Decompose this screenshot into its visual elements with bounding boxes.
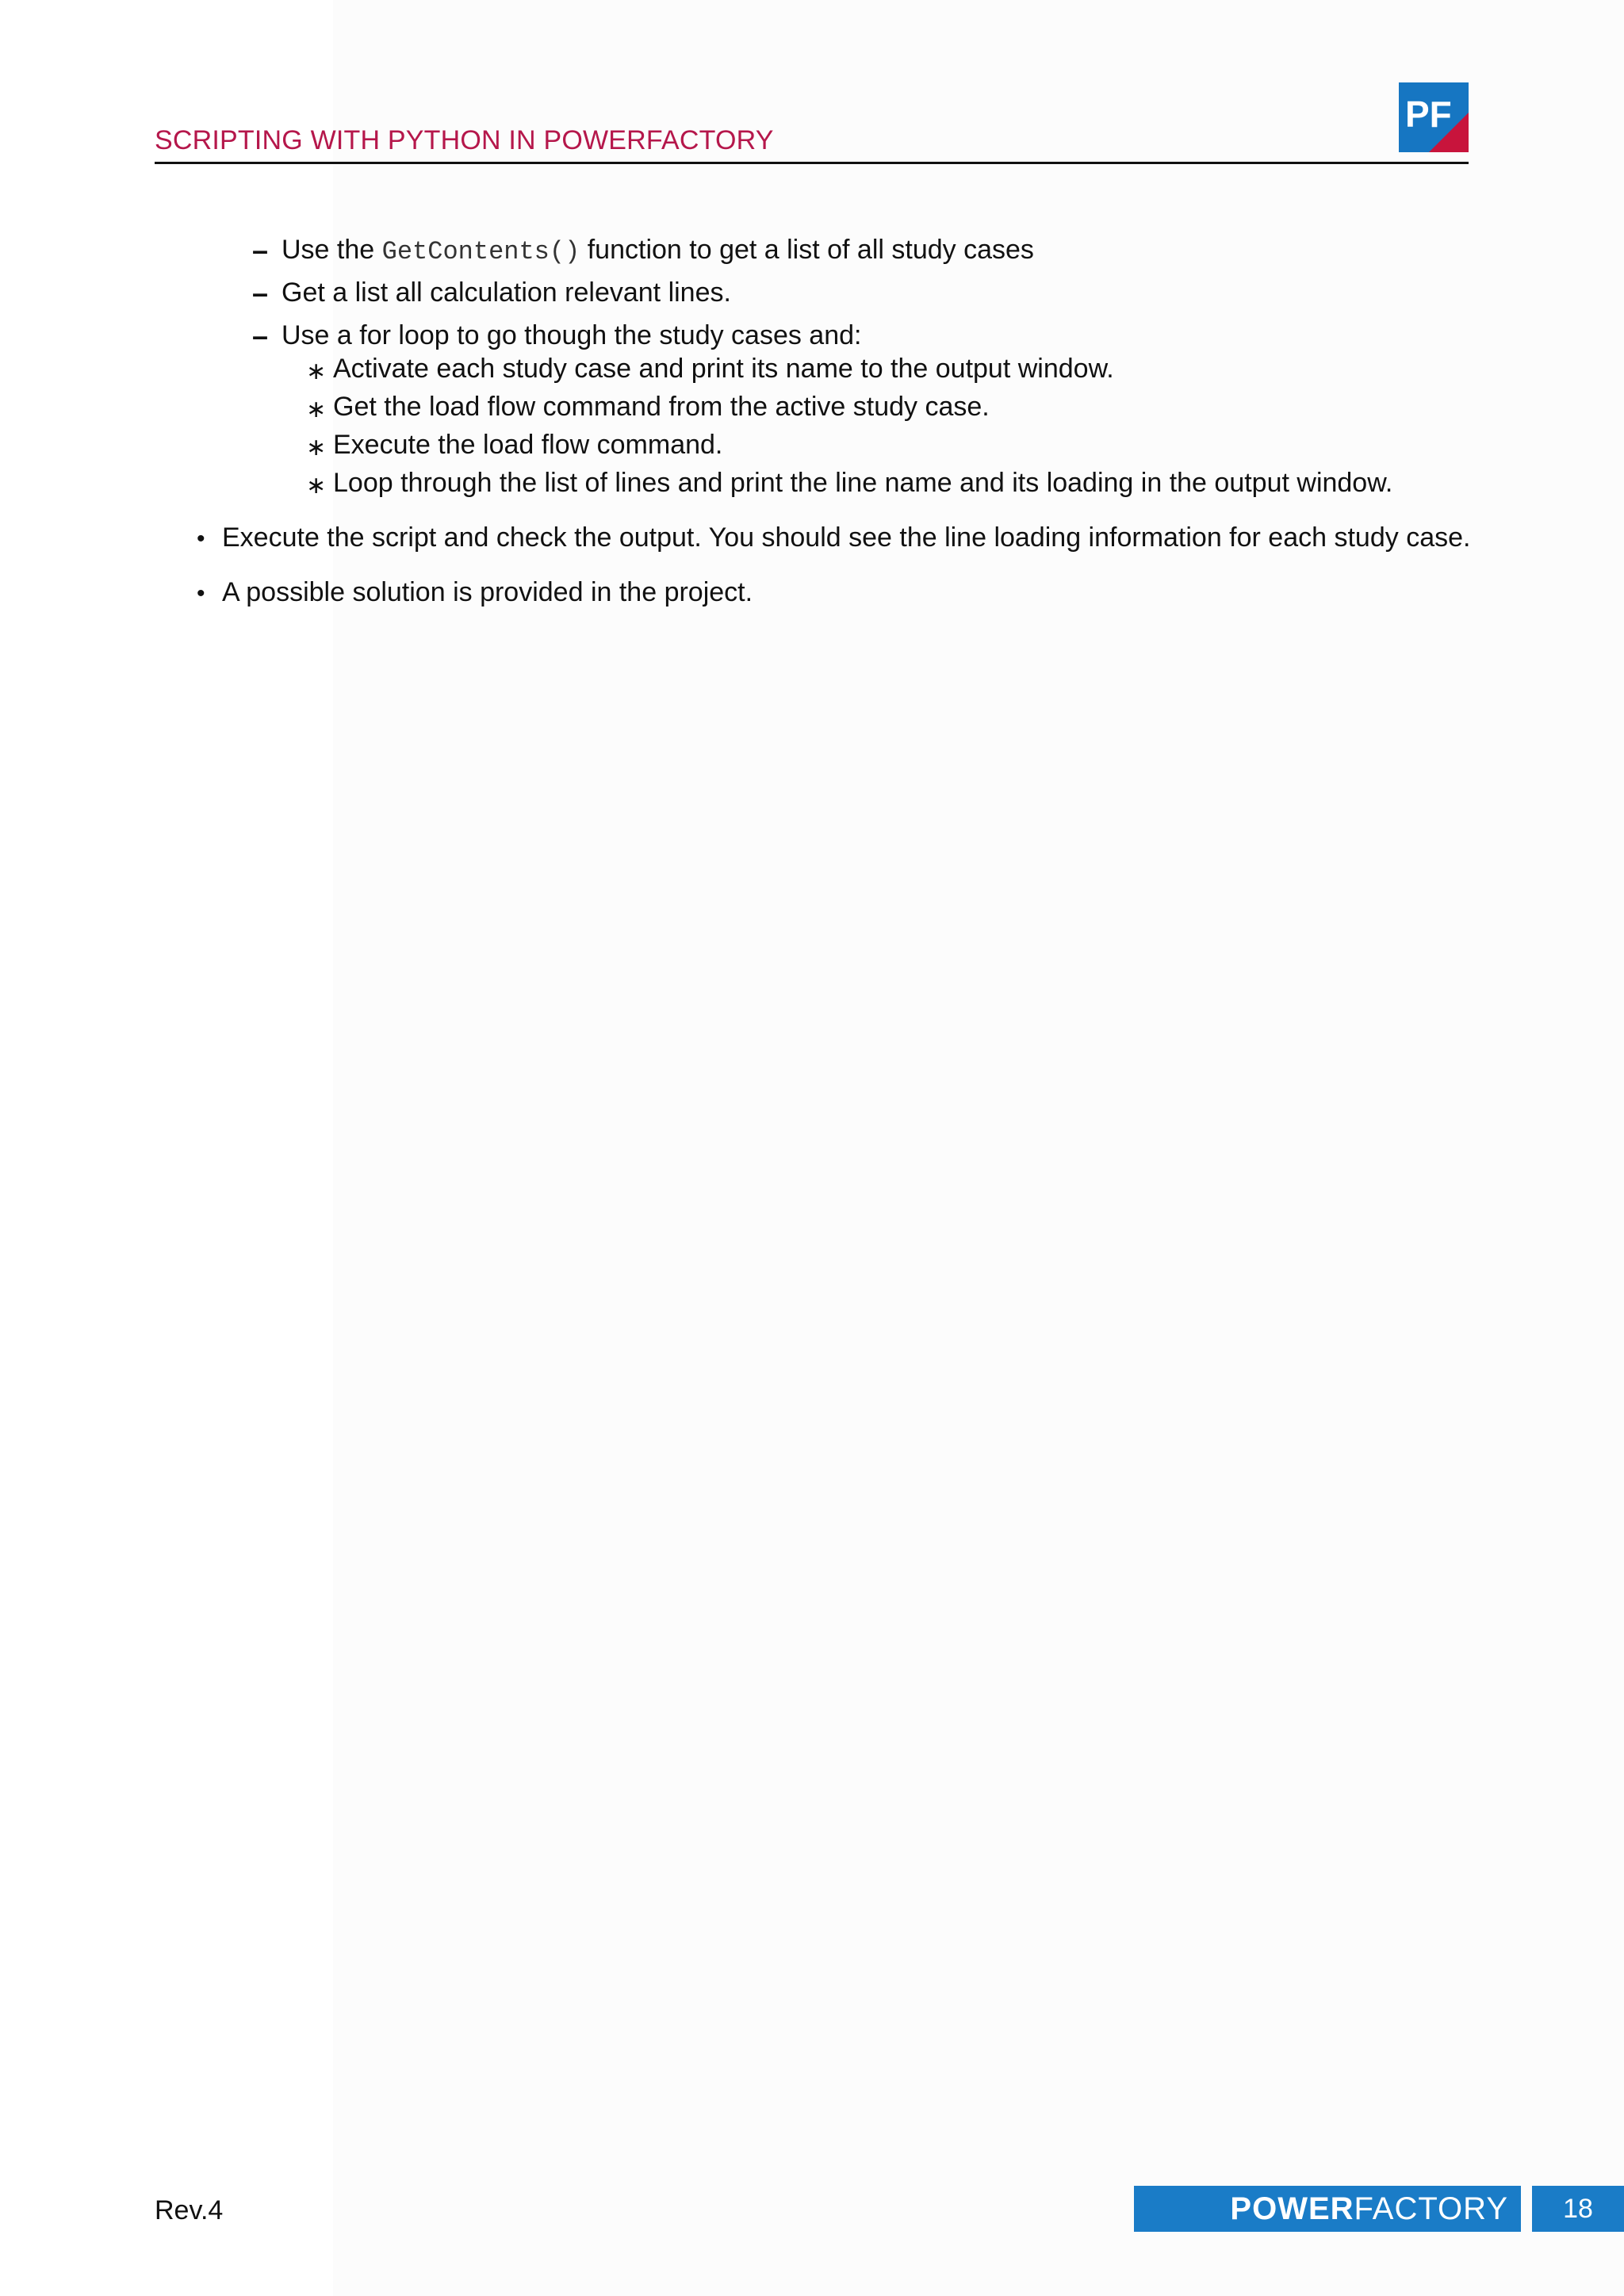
brand-bold-text: POWER <box>1230 2191 1354 2226</box>
dash-marker: – <box>252 320 269 352</box>
header-rule <box>155 162 1469 164</box>
pf-logo-icon <box>1399 82 1469 152</box>
dash-marker: – <box>252 277 269 309</box>
bullet-item: A possible solution is provided in the project. <box>222 577 753 607</box>
page-number: 18 <box>1532 2186 1624 2232</box>
nested-list-item: Activate each study case and print its name to the output window. <box>333 354 1114 384</box>
revision-label: Rev.4 <box>155 2195 224 2225</box>
bullet-marker: • <box>197 526 205 552</box>
list-item-text: function to get a list of all study cases <box>587 235 1034 265</box>
svg-text:PF: PF <box>1405 94 1452 135</box>
star-marker: ∗ <box>306 434 327 461</box>
star-marker: ∗ <box>306 473 327 499</box>
header-title: SCRIPTING WITH PYTHON IN POWERFACTORY <box>155 125 774 155</box>
dash-marker: – <box>252 234 269 266</box>
nested-list-item: Loop through the list of lines and print the line name and its loading in the output window. <box>333 468 1393 498</box>
bullet-marker: • <box>197 580 205 607</box>
bullet-item: Execute the script and check the output. You should see the line loading information for each study case. <box>222 522 1471 553</box>
powerfactory-brand-banner <box>1134 2186 1521 2232</box>
star-marker: ∗ <box>306 358 327 385</box>
list-item-text: Use the <box>282 235 375 265</box>
nested-list-item: Get the load flow command from the active study case. <box>333 392 990 422</box>
list-item: Use a for loop to go though the study cases and: <box>282 320 862 350</box>
list-item: Get a list all calculation relevant lines. <box>282 277 731 308</box>
nested-list-item: Execute the load flow command. <box>333 430 723 460</box>
star-marker: ∗ <box>306 396 327 423</box>
list-item <box>282 234 1034 268</box>
brand-light-text: FACTORY <box>1354 2191 1508 2226</box>
code-snippet: GetContents() <box>381 237 580 266</box>
